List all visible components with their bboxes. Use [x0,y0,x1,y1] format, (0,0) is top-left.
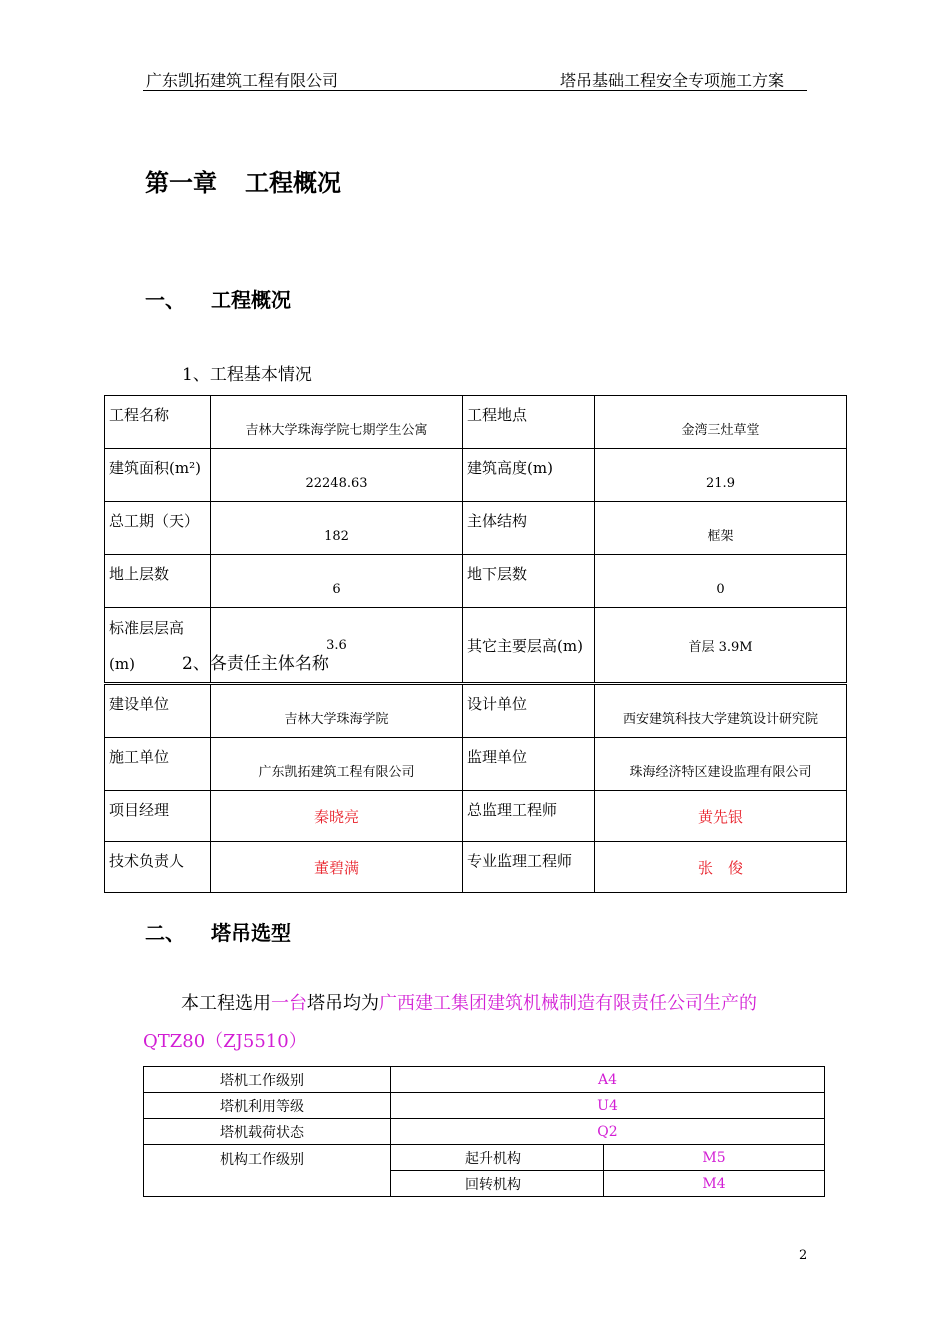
header-company: 广东凯拓建筑工程有限公司 [146,71,339,90]
page-number: 2 [799,1248,808,1263]
cell-value: 6 [211,555,463,608]
table-row [105,555,847,608]
table-row [105,738,847,791]
table-row [144,1119,825,1145]
cell-value: 吉林大学珠海学院七期学生公寓 [211,396,463,449]
basic-info-table [104,395,847,683]
spec-sublabel: 回转机构 [391,1171,604,1197]
cell-label: 项目经理 [105,791,211,842]
table-row [105,791,847,842]
section1-title: 工程概况 [211,288,291,312]
cell-label: 建筑面积(m²) [105,449,211,502]
subsection2-title: 2、各责任主体名称 [182,654,329,674]
cell-label: 专业监理工程师 [463,842,595,893]
table-row [144,1145,825,1171]
para-highlight: 广西建工集团建筑机械制造有限责任公司生产的 [379,993,757,1014]
para-text: 本工程选用 [181,993,271,1014]
cell-label-line1: 标准层层高 [109,619,185,637]
cell-label: 其它主要层高(m) [463,608,595,683]
spec-sublabel: 起升机构 [391,1145,604,1171]
header-rule [143,90,807,91]
cell-label: 主体结构 [463,502,595,555]
spec-label: 机构工作级别 [144,1145,391,1197]
spec-value: U4 [391,1093,825,1119]
cell-label: 建设单位 [105,685,211,738]
cell-label: 技术负责人 [105,842,211,893]
crane-selection-paragraph [143,985,813,1061]
para-text: 塔吊均为 [307,993,379,1014]
section2-number: 二、 [145,921,185,945]
header-doc-title: 塔吊基础工程安全专项施工方案 [560,71,785,90]
cell-value: 框架 [595,502,847,555]
cell-label: 地上层数 [105,555,211,608]
spec-value: Q2 [391,1119,825,1145]
table-row [105,396,847,449]
cell-label: 施工单位 [105,738,211,791]
cell-label: 总监理工程师 [463,791,595,842]
cell-label: 工程名称 [105,396,211,449]
table-row [105,842,847,893]
cell-value: 182 [211,502,463,555]
cell-value-person: 秦晓亮 [211,791,463,842]
cell-value: 广东凯拓建筑工程有限公司 [211,738,463,791]
spec-value: M5 [604,1145,825,1171]
cell-label: 建筑高度(m) [463,449,595,502]
chapter-title: 工程概况 [245,169,341,197]
cell-label: 监理单位 [463,738,595,791]
spec-value: M4 [604,1171,825,1197]
crane-spec-table [143,1066,825,1197]
chapter-heading [145,163,341,198]
table-row [105,685,847,738]
cell-label: 工程地点 [463,396,595,449]
cell-value: 金湾三灶草堂 [595,396,847,449]
cell-value: 22248.63 [211,449,463,502]
chapter-number: 第一章 [145,169,217,197]
table-row [144,1067,825,1093]
para-model: QTZ80（ZJ5510） [143,1031,307,1052]
cell-label: 地下层数 [463,555,595,608]
cell-label: 总工期（天） [105,502,211,555]
cell-value: 3.6 [211,608,463,683]
spec-label: 塔机工作级别 [144,1067,391,1093]
cell-value-person: 董碧满 [211,842,463,893]
table-row [144,1093,825,1119]
cell-value: 0 [595,555,847,608]
cell-value: 21.9 [595,449,847,502]
section1-number: 一、 [145,288,185,312]
section2-title: 塔吊选型 [211,921,291,945]
spec-label: 塔机载荷状态 [144,1119,391,1145]
cell-value: 西安建筑科技大学建筑设计研究院 [595,685,847,738]
cell-label-line2: (m) [109,655,135,673]
spec-label: 塔机利用等级 [144,1093,391,1119]
cell-value-person: 黄先银 [595,791,847,842]
cell-value: 珠海经济特区建设监理有限公司 [595,738,847,791]
table-row [105,502,847,555]
cell-label: 设计单位 [463,685,595,738]
table-row [105,449,847,502]
subsection1-title: 1、工程基本情况 [182,365,312,385]
cell-value: 首层 3.9M [595,608,847,683]
cell-value-person: 张 俊 [595,842,847,893]
spec-value: A4 [391,1067,825,1093]
cell-value: 吉林大学珠海学院 [211,685,463,738]
parties-table [104,684,847,893]
para-highlight: 一台 [271,993,307,1014]
